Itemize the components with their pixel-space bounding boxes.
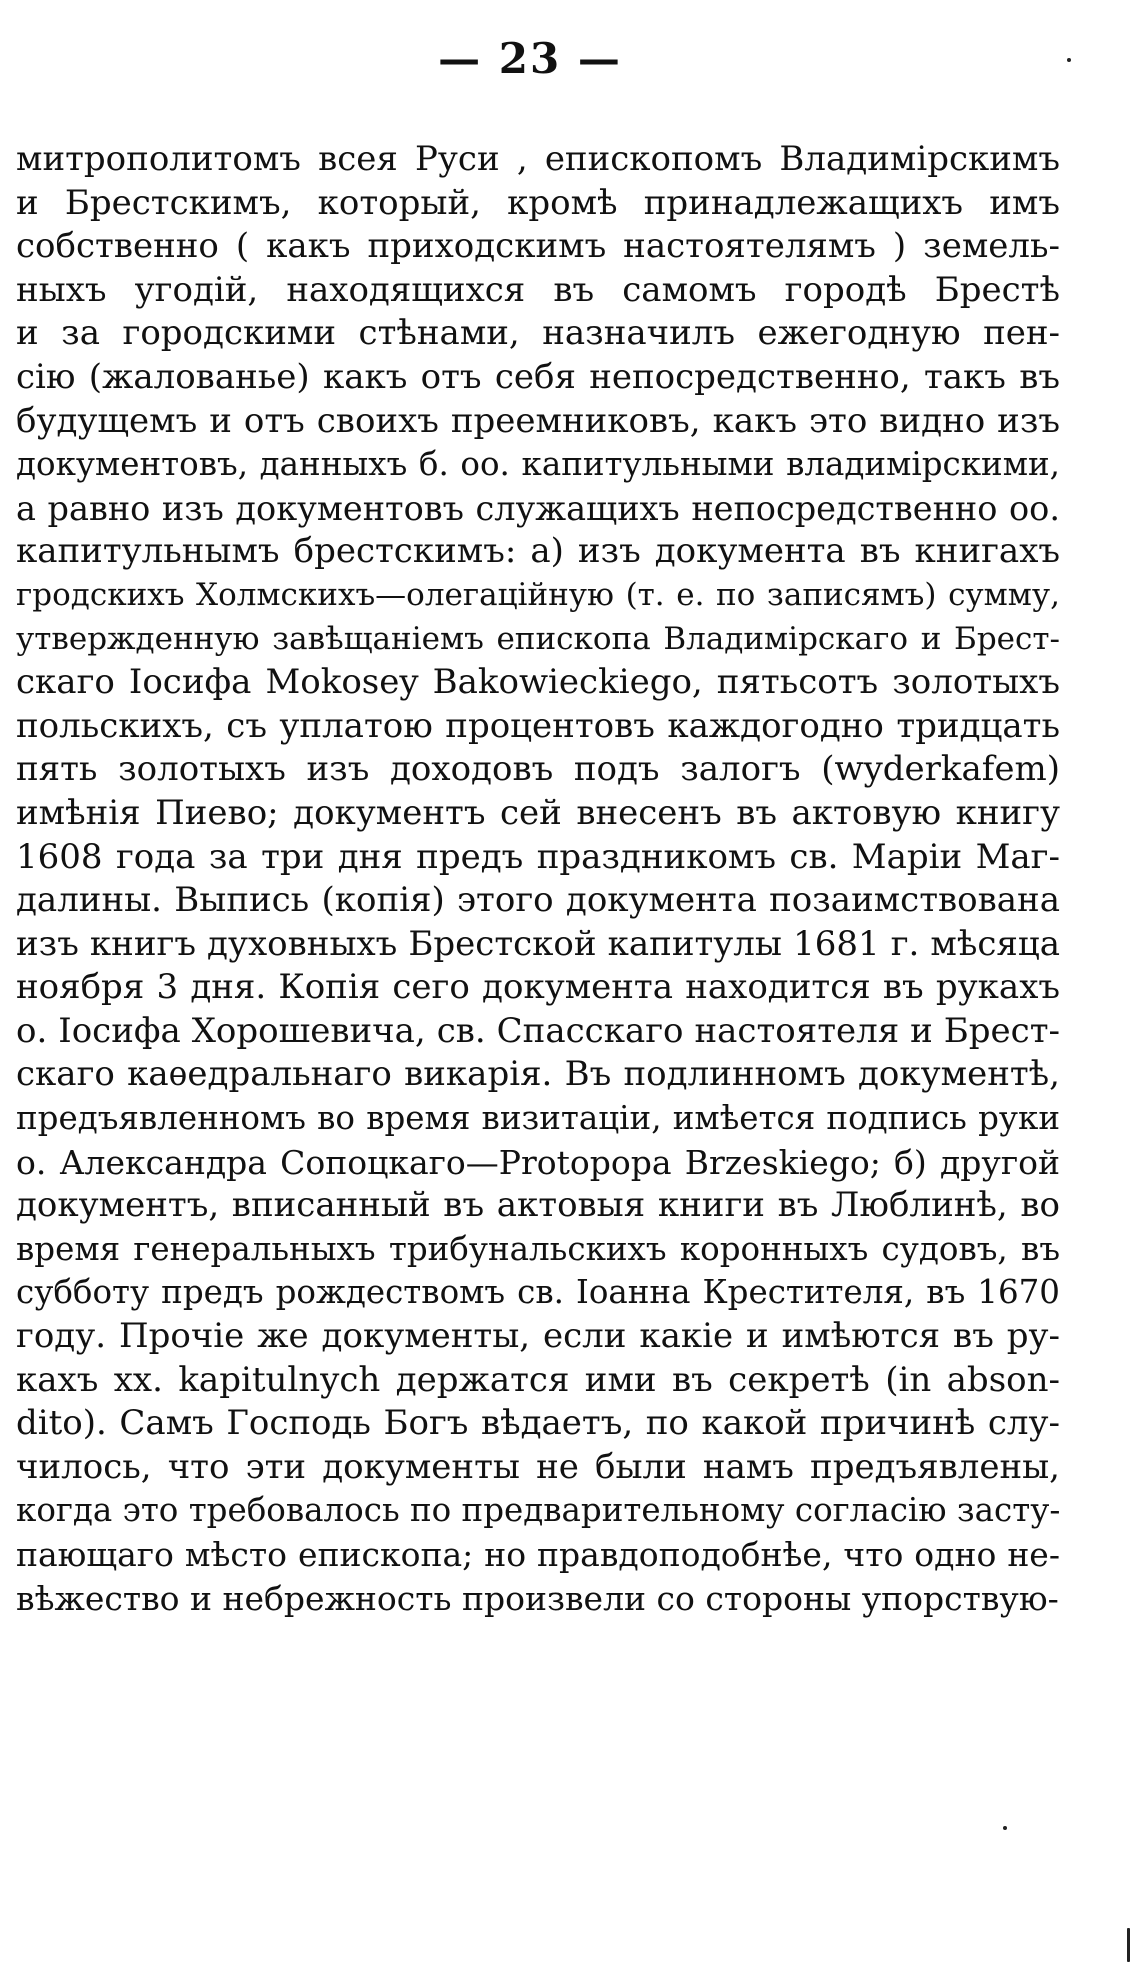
page-number: — 23 — xyxy=(438,34,622,83)
text-line: митрополитомъ всея Руси , епископомъ Владимірскимъ xyxy=(16,139,1060,179)
text-line: будущемъ и отъ своихъ преемниковъ, какъ это видно изъ xyxy=(16,400,1060,441)
text-line: далины. Выпись (копія) этого документа позаимствована xyxy=(16,880,1060,921)
text-line: документовъ, данныхъ б. оо. капитульными владимірскими, xyxy=(16,445,1060,484)
print-speck xyxy=(1003,1826,1007,1830)
text-line: и Брестскимъ, который, кромѣ принадлежащихъ имъ xyxy=(16,182,1060,223)
text-line: собственно ( какъ приходскимъ настоятелямъ ) земель- xyxy=(16,226,1060,267)
text-line: когда это требовалось по предварительному согласію засту- xyxy=(16,1491,1060,1530)
text-line: вѣжество и небрежность произвели со стороны упорствую- xyxy=(16,1578,1059,1618)
text-line: кахъ xx. kapitulnych держатся ими въ секретѣ (in abson- xyxy=(16,1359,1060,1400)
print-speck xyxy=(1067,58,1071,62)
text-line: документъ, вписанный въ актовыя книги въ Люблинѣ, во xyxy=(16,1185,1060,1226)
text-line: dito). Самъ Господь Богъ вѣдаетъ, по какой причинѣ слу- xyxy=(16,1403,1060,1444)
page-edge-mark xyxy=(1127,1928,1130,1962)
text-line: утвержденную завѣщаніемъ епископа Владимірскаго и Брест- xyxy=(16,620,1060,657)
text-line: скаго каѳедральнаго викарія. Въ подлинномъ документѣ, xyxy=(16,1054,1060,1095)
text-line: году. Прочіе же документы, если какіе и имѣются въ ру- xyxy=(16,1316,1060,1357)
text-line: изъ книгъ духовныхъ Брестской капитулы 1681 г. мѣсяца xyxy=(16,923,1060,964)
text-line: о. Александра Сопоцкаго—Protopopa Brzeskiego; б) другой xyxy=(16,1142,1060,1182)
text-line: скаго Іосифа Mokosey Bakowieckiego, пятьсотъ золотыхъ xyxy=(16,662,1060,703)
text-line: субботу предъ рождествомъ св. Іоанна Крестителя, въ 1670 xyxy=(16,1273,1060,1312)
text-line: пающаго мѣсто епископа; но правдоподобнѣе, что одно не- xyxy=(16,1535,1060,1574)
text-line: сію (жалованье) какъ отъ себя непосредственно, такъ въ xyxy=(16,356,1060,397)
body-text xyxy=(16,138,1060,1620)
text-line: и за городскими стѣнами, назначилъ ежегодную пен- xyxy=(16,313,1060,354)
text-line: а равно изъ документовъ служащихъ непосредственно оо. xyxy=(16,488,1060,528)
text-line: капитульнымъ брестскимъ: а) изъ документа въ книгахъ xyxy=(16,531,1060,572)
text-line: гродскихъ Холмскихъ—олегаційную (т. е. по записямъ) сумму, xyxy=(16,576,1060,613)
text-line: 1608 года за три дня предъ праздникомъ св. Маріи Маг- xyxy=(16,836,1060,877)
text-line: имѣнія Пиево; документъ сей внесенъ въ актовую книгу xyxy=(16,792,1060,833)
text-line: ноября 3 дня. Копія сего документа находится въ рукахъ xyxy=(16,967,1060,1008)
text-line: польскихъ, съ уплатою процентовъ каждогодно тридцать xyxy=(16,705,1060,746)
text-line: время генеральныхъ трибунальскихъ коронныхъ судовъ, въ xyxy=(16,1229,1060,1268)
text-line: пять золотыхъ изъ доходовъ подъ залогъ (wyderkafem) xyxy=(16,749,1060,790)
text-line: чилось, что эти документы не были намъ предъявлены, xyxy=(16,1446,1060,1487)
text-line: предъявленномъ во время визитаціи, имѣется подпись руки xyxy=(16,1099,1060,1138)
text-line: ныхъ угодій, находящихся въ самомъ городѣ Брестѣ xyxy=(16,269,1060,310)
text-line: о. Іосифа Хорошевича, св. Спасскаго настоятеля и Брест- xyxy=(16,1010,1060,1051)
